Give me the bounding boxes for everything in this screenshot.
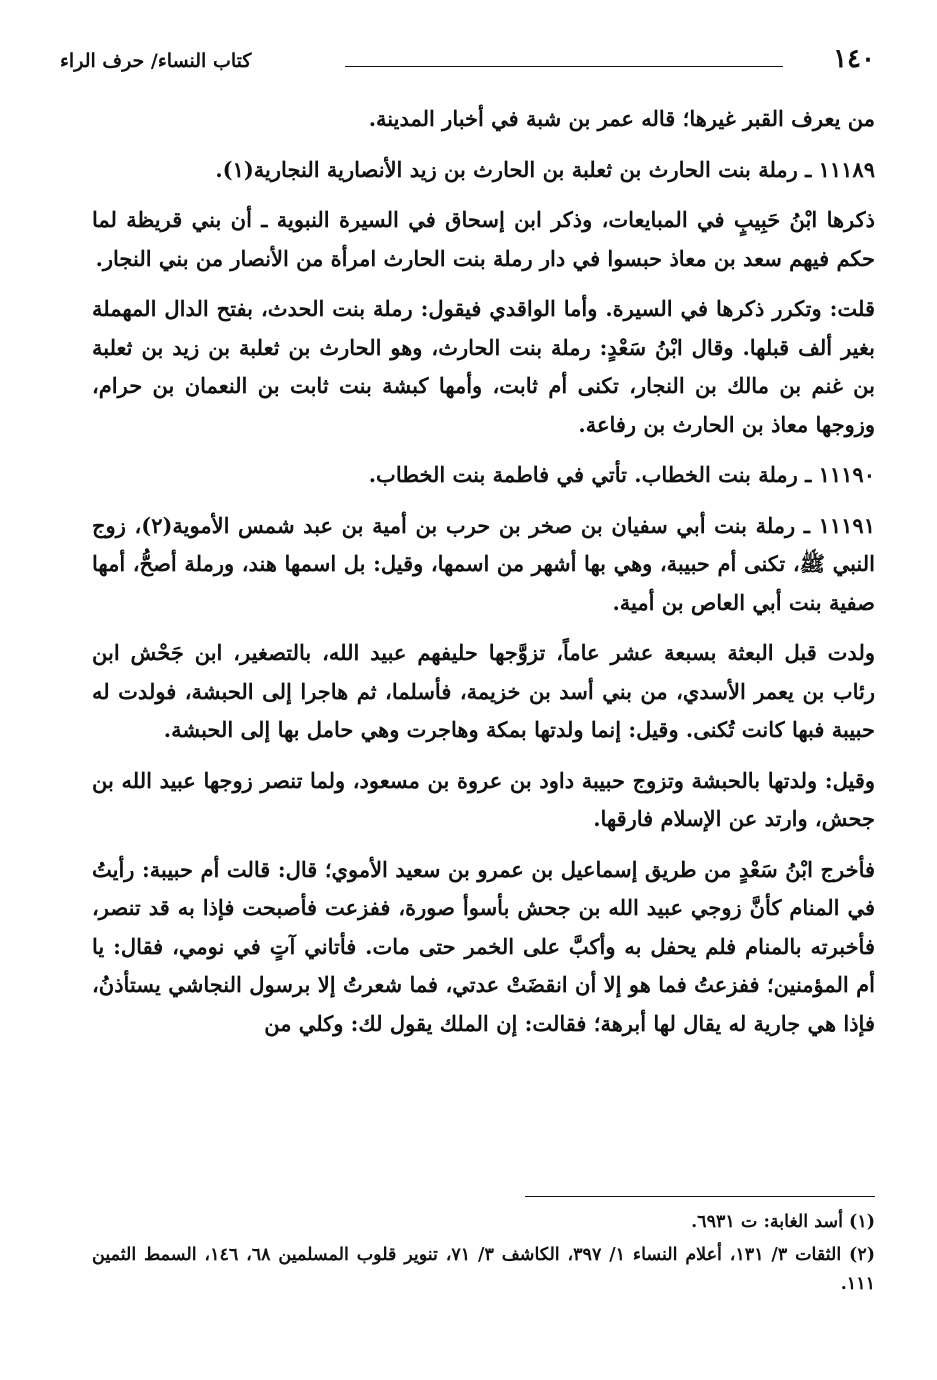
footnote: (٢) الثقات ٣/ ١٣١، أعلام النساء ١/ ٣٩٧، الكاشف ٣/ ٧١، تنوير قلوب المسلمين ٦٨، ١٤٦، السمط الثمين ١١١. bbox=[92, 1245, 876, 1294]
paragraph: فأخرج ابْنُ سَعْدٍ من طريق إسماعيل بن عمرو بن سعيد الأموي؛ قال: قالت أم حبيبة: رأيتُ في المنام كأنَّ زوجي عبيد الله بن جحش بأسوأ صورة، ففزعت فأصبحت فإذا به قد تنصر، فأخبرته بالمنام فلم يحفل به وأكبَّ على الخمر حتى مات. فأتاني آتٍ في نومي، فقال: يا أم المؤمنين؛ ففزعتُ فما هو إلا أن انقضَتْ عدتي، فما شعرتُ إلا برسول النجاشي يستأذنُ، فإذا هي جارية له يقال لها أبرهة؛ فقالت: إن الملك يقول لك: وكلي من bbox=[92, 856, 875, 1036]
paragraph: وقيل: ولدتها بالحبشة وتزوج حبيبة داود بن عروة بن مسعود، ولما تنصر زوجها عبيد الله بن جحش، وارتد عن الإسلام فارقها. bbox=[92, 767, 875, 831]
main-text bbox=[92, 100, 875, 1043]
footnote: (١) أسد الغابة: ت ٦٩٣١. bbox=[691, 1212, 875, 1232]
page-number: ١٤٠ bbox=[833, 44, 875, 74]
paragraph: قلت: وتكرر ذكرها في السيرة. وأما الواقدي فيقول: رملة بنت الحدث، بفتح الدال المهملة بغير ألف قبلها. وقال ابْنُ سَعْدٍ: رملة بنت الحارث، وهو الحارث بن ثعلبة بن زيد بن ثعلبة بن غنم بن مالك بن النجار، تكنى أم ثابت، وأمها كبشة بنت ثابت بن النعمان بن حرام، وزوجها معاذ بن الحارث بن رفاعة. bbox=[92, 296, 875, 437]
paragraph: من يعرف القبر غيرها؛ قاله عمر بن شبة في أخبار المدينة. bbox=[368, 106, 875, 131]
header-rule bbox=[345, 66, 783, 67]
entry-heading: ١١١٨٩ ـ رملة بنت الحارث بن ثعلبة بن الحارث بن زيد الأنصارية النجارية(١). bbox=[215, 156, 875, 182]
entry-heading: ١١١٩٠ ـ رملة بنت الخطاب. تأتي في فاطمة بنت الخطاب. bbox=[368, 462, 875, 487]
entry-heading: ١١١٩١ ـ رملة بنت أبي سفيان بن صخر بن حرب بن أمية بن عبد شمس الأموية(٢)، زوج النبي ﷺ، تكنى أم حبيبة، وهي بها أشهر من اسمها، وقيل: بل اسمها هند، ورملة أصحُّ، أمها صفية بنت أبي العاص بن أمية. bbox=[92, 512, 875, 615]
paragraph: ولدت قبل البعثة بسبعة عشر عاماً، تزوَّجها حليفهم عبيد الله، بالتصغير، ابن جَحْش ابن رئاب بن يعمر الأسدي، من بني أسد بن خزيمة، فأسلما، ثم هاجرا إلى الحبشة، فولدت له حبيبة فبها كانت تُكنى. وقيل: إنما ولدتها بمكة وهاجرت وهي حامل بها إلى الحبشة. bbox=[92, 640, 875, 742]
page-header bbox=[60, 44, 875, 84]
running-head: كتاب النساء/ حرف الراء bbox=[60, 50, 252, 72]
footnotes bbox=[92, 1208, 875, 1299]
footnote-rule bbox=[525, 1196, 875, 1197]
paragraph: ذكرها ابْنُ حَبِيبٍ في المبايعات، وذكر ابن إسحاق في السيرة النبوية ـ أن بني قريظة لما حكم فيهم سعد بن معاذ حبسوا في دار رملة بنت الحارث امرأة من الأنصار من بني النجار. bbox=[92, 207, 875, 271]
